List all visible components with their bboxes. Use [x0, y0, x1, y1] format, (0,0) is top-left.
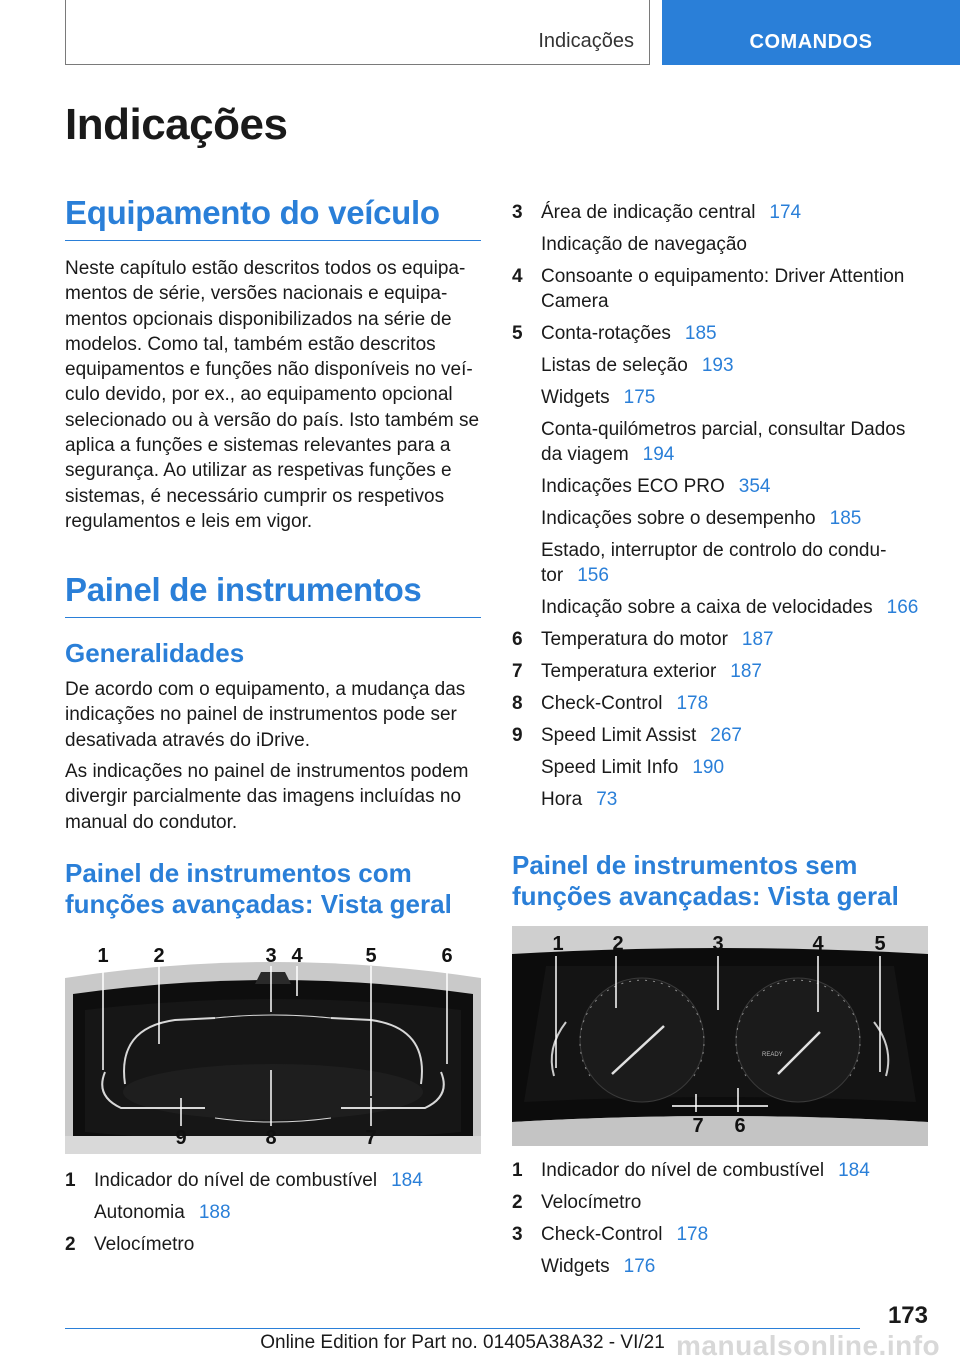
page-ref-link[interactable]: 185 [684, 323, 717, 344]
legend-item [512, 627, 928, 659]
figure-advanced-cluster [65, 936, 481, 1154]
fig1-label-4: 4 [291, 945, 303, 967]
page-ref-link[interactable]: 175 [623, 387, 656, 408]
page-ref-link[interactable]: 188 [198, 1202, 231, 1223]
paragraph-vehicle-equipment: Neste capítulo estão descritos todos os equipamentos de série, versões nacionais e equipamentos opcionais disponibilizados na série de modelos. Como tal, também estão descritos equipamentos e funções não disponíveis no veículo devido, por ex., ao equipamento opcional selecionado ou à versão do país. Isto também se aplica a funções e sistemas relevantes para a segurança. Ao utilizar as respetivas funções e sistemas, é necessário cumprir os respetivos regulamentos e leis em vigor. [65, 258, 480, 532]
fig1-label-7: 7 [365, 1127, 377, 1149]
page-ref-link[interactable]: 166 [886, 597, 919, 618]
legend-number: 7 [512, 661, 523, 682]
legend-item [512, 1190, 928, 1222]
legend-item [65, 1168, 481, 1232]
legend-text: Temperatura do motor [541, 629, 728, 650]
page-ref-link[interactable]: 185 [829, 508, 862, 529]
legend-item [512, 200, 928, 264]
legend-text: Indicação sobre a caixa de velocidades [541, 597, 873, 618]
heading-instrument-cluster: Painel de instrumentos [65, 571, 481, 618]
fig1-label-8: 8 [265, 1127, 277, 1149]
header-section-label: Indicações [538, 30, 634, 52]
legend-text: Indicações ECO PRO [541, 476, 725, 497]
footer-divider [65, 1328, 860, 1329]
legend-text: Speed Limit Info [541, 757, 679, 778]
legend-number: 6 [512, 629, 523, 650]
page-number: 173 [887, 1302, 928, 1329]
page-ref-link[interactable]: 267 [710, 725, 742, 746]
legend-text: Autonomia [94, 1202, 185, 1223]
paragraph-general-2: As indicações no painel de instrumentos podem divergir parcialmente das imagens incluídas no manual do condutor. [65, 761, 469, 833]
page-ref-link[interactable]: 178 [676, 693, 709, 714]
fig1-label-5: 5 [365, 945, 377, 967]
legend-text: Velocímetro [541, 1192, 642, 1213]
legend-text: Widgets [541, 387, 610, 408]
heading-general: Generalidades [65, 638, 245, 668]
fig2-label-2: 2 [612, 933, 624, 955]
page-ref-link[interactable]: 187 [730, 661, 762, 682]
legend-text: Indicação de navegação [541, 234, 747, 255]
fig1-label-9: 9 [175, 1127, 187, 1149]
page-title: Indicações [65, 100, 288, 149]
legend-number: 3 [512, 1224, 523, 1245]
legend-text: Indicações sobre o desempenho [541, 508, 816, 529]
legend-list-right-2 [512, 1158, 928, 1286]
legend-item [65, 1232, 481, 1264]
legend-number: 4 [512, 266, 523, 287]
fig1-label-3: 3 [265, 945, 277, 967]
legend-text: Consoante o equipamento: Driver Attention Camera [541, 266, 905, 312]
page-ref-link[interactable]: 184 [391, 1170, 423, 1191]
legend-item [512, 691, 928, 723]
legend-text: Conta-rotações [541, 323, 671, 344]
paragraph-general-1: De acordo com o equipamento, a mudança das indicações no painel de instrumentos pode ser desativada através do iDrive. [65, 679, 466, 751]
header-section-tab [65, 0, 650, 65]
legend-list-left [65, 1168, 481, 1264]
page-ref-link[interactable]: 184 [838, 1160, 870, 1181]
legend-text: Conta-quilómetros parcial, consultar Dados da viagem [541, 419, 906, 465]
legend-text: Indicador do nível de combustível [94, 1170, 378, 1191]
page-ref-link[interactable]: 178 [676, 1224, 709, 1245]
fig2-label-1: 1 [552, 933, 564, 955]
legend-number: 1 [65, 1170, 76, 1191]
heading-basic-cluster: Painel de instrumentos sem funções avançadas: Vista geral [512, 850, 899, 911]
page-ref-link[interactable]: 354 [738, 476, 771, 497]
figure-basic-cluster [512, 926, 928, 1146]
legend-text: Indicador do nível de combustível [541, 1160, 825, 1181]
header-chapter-label: COMANDOS [749, 31, 873, 53]
legend-text: Velocímetro [94, 1234, 195, 1255]
legend-text: Widgets [541, 1256, 610, 1277]
legend-text: Área de indicação central [541, 202, 756, 223]
fig2-label-5: 5 [874, 933, 886, 955]
fig1-label-2: 2 [153, 945, 165, 967]
legend-number: 1 [512, 1160, 523, 1181]
legend-text: Check-Control [541, 693, 663, 714]
fig1-label-6: 6 [441, 945, 453, 967]
page-ref-link[interactable]: 176 [623, 1256, 656, 1277]
watermark: manualsonline.info [676, 1330, 941, 1361]
legend-text: Hora [541, 789, 583, 810]
legend-item [512, 264, 928, 321]
heading-vehicle-equipment: Equipamento do veículo [65, 194, 481, 241]
legend-number: 9 [512, 725, 523, 746]
header-chapter-tab [662, 0, 960, 65]
legend-text: Temperatura exterior [541, 661, 717, 682]
fig2-label-3: 3 [712, 933, 724, 955]
page-ref-link[interactable]: 193 [701, 355, 734, 376]
page-ref-link[interactable]: 190 [692, 757, 725, 778]
page-ref-link[interactable]: 194 [642, 444, 675, 465]
legend-list-right [512, 200, 928, 819]
legend-text: Estado, interruptor de controlo do condutor [541, 540, 887, 586]
fig2-label-6: 6 [734, 1115, 746, 1137]
legend-item [512, 723, 928, 819]
legend-text: Check-Control [541, 1224, 663, 1245]
page-ref-link[interactable]: 174 [769, 202, 802, 223]
legend-item [512, 1222, 928, 1286]
legend-number: 2 [65, 1234, 76, 1255]
page-ref-link[interactable]: 187 [741, 629, 774, 650]
page-ref-link[interactable]: 73 [596, 789, 618, 810]
legend-number: 2 [512, 1192, 523, 1213]
legend-text: Listas de seleção [541, 355, 688, 376]
fig2-ready-text: READY [762, 1052, 783, 1058]
legend-number: 3 [512, 202, 523, 223]
footer-edition: Online Edition for Part no. 01405A38A32 - VI/21 [260, 1332, 665, 1353]
legend-item [512, 1158, 928, 1190]
page-ref-link[interactable]: 156 [577, 565, 609, 586]
legend-number: 5 [512, 323, 523, 344]
heading-advanced-cluster: Painel de instrumentos com funções avançadas: Vista geral [65, 858, 452, 919]
fig2-label-4: 4 [812, 933, 824, 955]
fig2-label-7: 7 [692, 1115, 704, 1137]
legend-number: 8 [512, 693, 523, 714]
legend-item [512, 659, 928, 691]
legend-item [512, 321, 928, 627]
legend-text: Speed Limit Assist [541, 725, 697, 746]
fig1-label-1: 1 [97, 945, 109, 967]
